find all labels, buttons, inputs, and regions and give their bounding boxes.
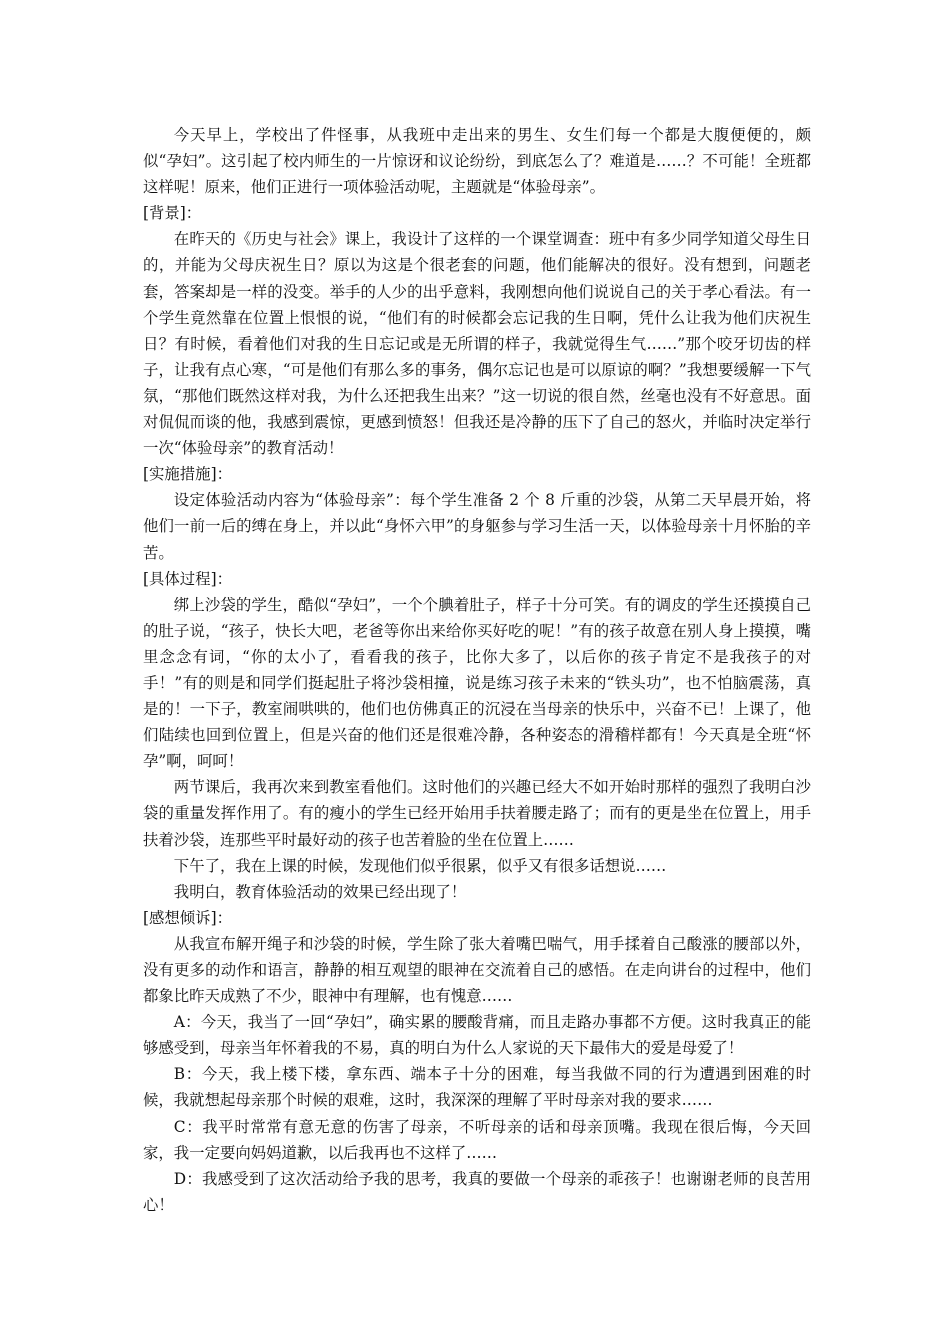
- section-heading-reflections: [感想倾诉]：: [143, 908, 232, 927]
- document-page: [143, 122, 811, 1218]
- section-heading-background: [背景]：: [143, 204, 202, 223]
- paragraph-intro: 今天早上，学校出了件怪事，从我班中走出来的男生、女生们每一个都是大腹便便的，颇似“孕妇”。这引起了校内师生的一片惊讶和议论纷纷，到底怎么了？难道是……？不可能！全班都这样呢！原来，他们正进行一项体验活动呢，主题就是“体验母亲”。: [143, 126, 811, 197]
- paragraph-student-a: A：今天，我当了一回“孕妇”，确实累的腰酸背痛，而且走路办事都不方便。这时我真正的能够感受到，母亲当年怀着我的不易，真的明白为什么人家说的天下最伟大的爱是母爱了！: [143, 1013, 811, 1058]
- paragraph-student-d: D：我感受到了这次活动给予我的思考，我真的要做一个母亲的乖孩子！也谢谢老师的良苦用心！: [143, 1169, 811, 1214]
- paragraph-student-b: B：今天，我上楼下楼，拿东西、端本子十分的困难，每当我做不同的行为遭遇到困难的时候，我就想起母亲那个时候的艰难，这时，我深深的理解了平时母亲对我的要求……: [143, 1065, 811, 1110]
- paragraph-background: 在昨天的《历史与社会》课上，我设计了这样的一个课堂调查：班中有多少同学知道父母生日的，并能为父母庆祝生日？原以为这是个很老套的问题，他们能解决的很好。没有想到，问题老套，答案却是一样的没变。举手的人少的出乎意料，我刚想向他们说说自己的关于孝心看法。有一个学生竟然靠在位置上恨恨的说，“他们有的时候都会忘记我的生日啊，凭什么让我为他们庆祝生日？有时候，看着他们对我的生日忘记或是无所谓的样子，我就觉得生气……”那个咬牙切齿的样子，让我有点心寒，“可是他们有那么多的事务，偶尔忘记也是可以原谅的啊？”我想要缓解一下气氛，“那他们既然这样对我，为什么还把我生出来？”这一切说的很自然，丝毫也没有不好意思。面对侃侃而谈的他，我感到震惊，更感到愤怒！但我还是冷静的压下了自己的怒火，并临时决定举行一次“体验母亲”的教育活动！: [143, 230, 811, 458]
- paragraph-process-2: 两节课后，我再次来到教室看他们。这时他们的兴趣已经大不如开始时那样的强烈了我明白沙袋的重量发挥作用了。有的瘦小的学生已经开始用手扶着腰走路了；而有的更是坐在位置上，用手扶着沙袋，连那些平时最好动的孩子也苦着脸的坐在位置上……: [143, 778, 811, 849]
- section-heading-measures: [实施措施]：: [143, 465, 232, 484]
- paragraph-process-1: 绑上沙袋的学生，酷似“孕妇”，一个个腆着肚子，样子十分可笑。有的调皮的学生还摸摸自己的肚子说，“孩子，快长大吧，老爸等你出来给你买好吃的呢！”有的孩子故意在别人身上摸摸，嘴里念念有词，“你的太小了，看看我的孩子，比你大多了，以后你的孩子肯定不是我孩子的对手！”有的则是和同学们挺起肚子将沙袋相撞，说是练习孩子未来的“铁头功”，也不怕脑震荡，真是的！一下子，教室闹哄哄的，他们也仿佛真正的沉浸在当母亲的快乐中，兴奋不已！上课了，他们陆续也回到位置上，但是兴奋的他们还是很难冷静，各种姿态的滑稽样都有！今天真是全班“怀孕”啊，呵呵！: [143, 595, 811, 771]
- section-heading-process: [具体过程]：: [143, 569, 232, 588]
- paragraph-student-c: C：我平时常常有意无意的伤害了母亲，不听母亲的话和母亲顶嘴。我现在很后悔，今天回家，我一定要向妈妈道歉，以后我再也不这样了……: [143, 1117, 811, 1162]
- paragraph-measures: 设定体验活动内容为“体验母亲”：每个学生准备 2 个 8 斤重的沙袋，从第二天早晨开始，将他们一前一后的缚在身上，并以此“身怀六甲”的身躯参与学习生活一天，以体验母亲十月怀胎的辛苦。: [143, 491, 811, 562]
- paragraph-process-3: 下午了，我在上课的时候，发现他们似乎很累，似乎又有很多话想说……: [173, 856, 667, 875]
- paragraph-process-4: 我明白，教育体验活动的效果已经出现了！: [173, 882, 467, 901]
- paragraph-reflections: 从我宣布解开绳子和沙袋的时候，学生除了张大着嘴巴喘气，用手揉着自己酸涨的腰部以外，没有更多的动作和语言，静静的相互观望的眼神在交流着自己的感悟。在走向讲台的过程中，他们都象比昨天成熟了不少，眼神中有理解，也有愧意……: [143, 934, 811, 1006]
